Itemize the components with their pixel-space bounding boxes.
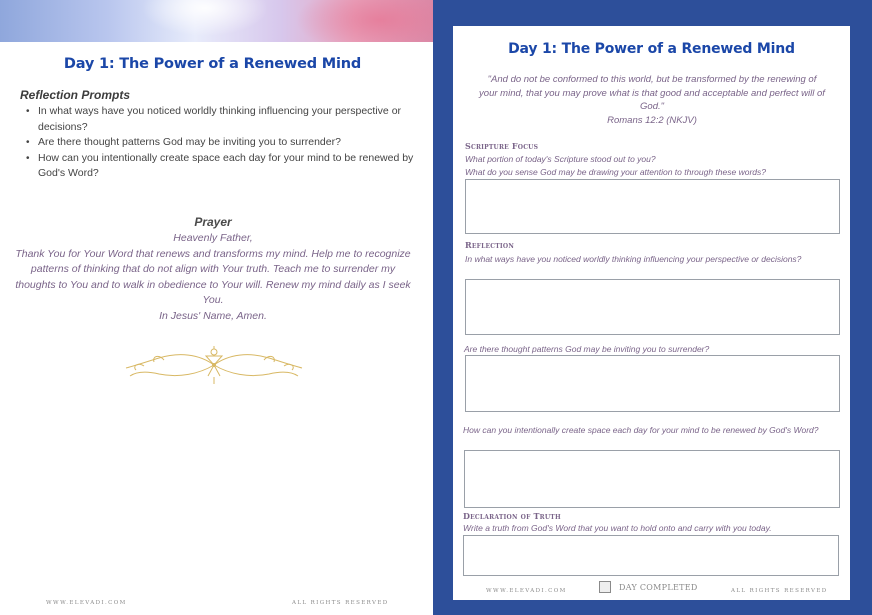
prayer-closing: In Jesus' Name, Amen. bbox=[159, 309, 267, 322]
day-completed-label: DAY COMPLETED bbox=[619, 582, 698, 592]
prayer-body: Thank You for Your Word that renews and transforms my mind. Help me to recognize patterns of thinking that do not align with Your truth. Teach me to surrender my thoughts to You and to walk in obedience to Your will. Renew my mind daily as I seek You. bbox=[15, 247, 411, 306]
verse-text: "And do not be conformed to this world, but be transformed by the renewing of your mind, that you may prove what is that good and acceptable and perfect will of God." bbox=[479, 74, 825, 112]
reflection-answer-box-1[interactable] bbox=[465, 279, 840, 335]
reflection-prompt-3: How can you intentionally create space each day for your mind to be renewed by God's Word? bbox=[463, 425, 819, 435]
reflection-answer-box-2[interactable] bbox=[465, 355, 840, 412]
list-item: • Are there thought patterns God may be inviting you to surrender? bbox=[26, 135, 418, 151]
sky-banner-image bbox=[0, 0, 433, 42]
day-completed-control[interactable] bbox=[599, 581, 698, 593]
scripture-focus-answer-box[interactable] bbox=[465, 179, 840, 234]
footer-rights: ALL RIGHTS RESERVED bbox=[292, 600, 389, 606]
reflection-prompts-heading: Reflection Prompts bbox=[20, 88, 131, 102]
reflection-answer-box-3[interactable] bbox=[464, 450, 840, 508]
prayer-salutation: Heavenly Father, bbox=[173, 232, 253, 244]
scripture-focus-heading: Scripture Focus bbox=[465, 141, 539, 151]
scripture-focus-prompt-2: What do you sense God may be drawing your attention to through these words? bbox=[465, 167, 766, 177]
declaration-answer-box[interactable] bbox=[463, 535, 839, 576]
bullet-icon: • bbox=[26, 152, 30, 164]
reflection-prompt-2: Are there thought patterns God may be inviting you to surrender? bbox=[464, 344, 710, 354]
declaration-prompt: Write a truth from God's Word that you want to hold onto and carry with you today. bbox=[463, 523, 772, 533]
prayer-heading: Prayer bbox=[194, 215, 232, 229]
list-item: • In what ways have you noticed worldly thinking influencing your perspective or decisions? bbox=[26, 105, 402, 133]
bullet-icon: • bbox=[26, 106, 30, 117]
left-page-title: Day 1: The Power of a Renewed Mind bbox=[63, 56, 362, 72]
verse-reference: Romans 12:2 (NKJV) bbox=[607, 114, 697, 126]
footer-website: WWW.ELEVADI.COM bbox=[46, 600, 127, 606]
right-page-title: Day 1: The Power of a Renewed Mind bbox=[508, 41, 795, 57]
scripture-focus-prompt-1: What portion of today's Scripture stood out to you? bbox=[465, 154, 656, 164]
reflection-prompts-list bbox=[26, 104, 418, 182]
footer-website: WWW.ELEVADI.COM bbox=[486, 588, 567, 594]
gold-flourish-icon bbox=[124, 344, 304, 386]
reflection-prompt-1: In what ways have you noticed worldly thinking influencing your perspective or decisions? bbox=[465, 254, 802, 264]
reflection-heading: Reflection bbox=[465, 240, 515, 250]
footer-rights: ALL RIGHTS RESERVED bbox=[731, 588, 828, 594]
left-page bbox=[0, 0, 433, 615]
scripture-verse bbox=[478, 73, 826, 127]
bullet-icon: • bbox=[26, 137, 30, 148]
prayer-block bbox=[14, 215, 412, 324]
checkbox-icon[interactable] bbox=[599, 581, 611, 593]
declaration-heading: Declaration of Truth bbox=[463, 511, 561, 521]
list-item: • How can you intentionally create space each day for your mind to be renewed by God's Word? bbox=[26, 151, 414, 179]
